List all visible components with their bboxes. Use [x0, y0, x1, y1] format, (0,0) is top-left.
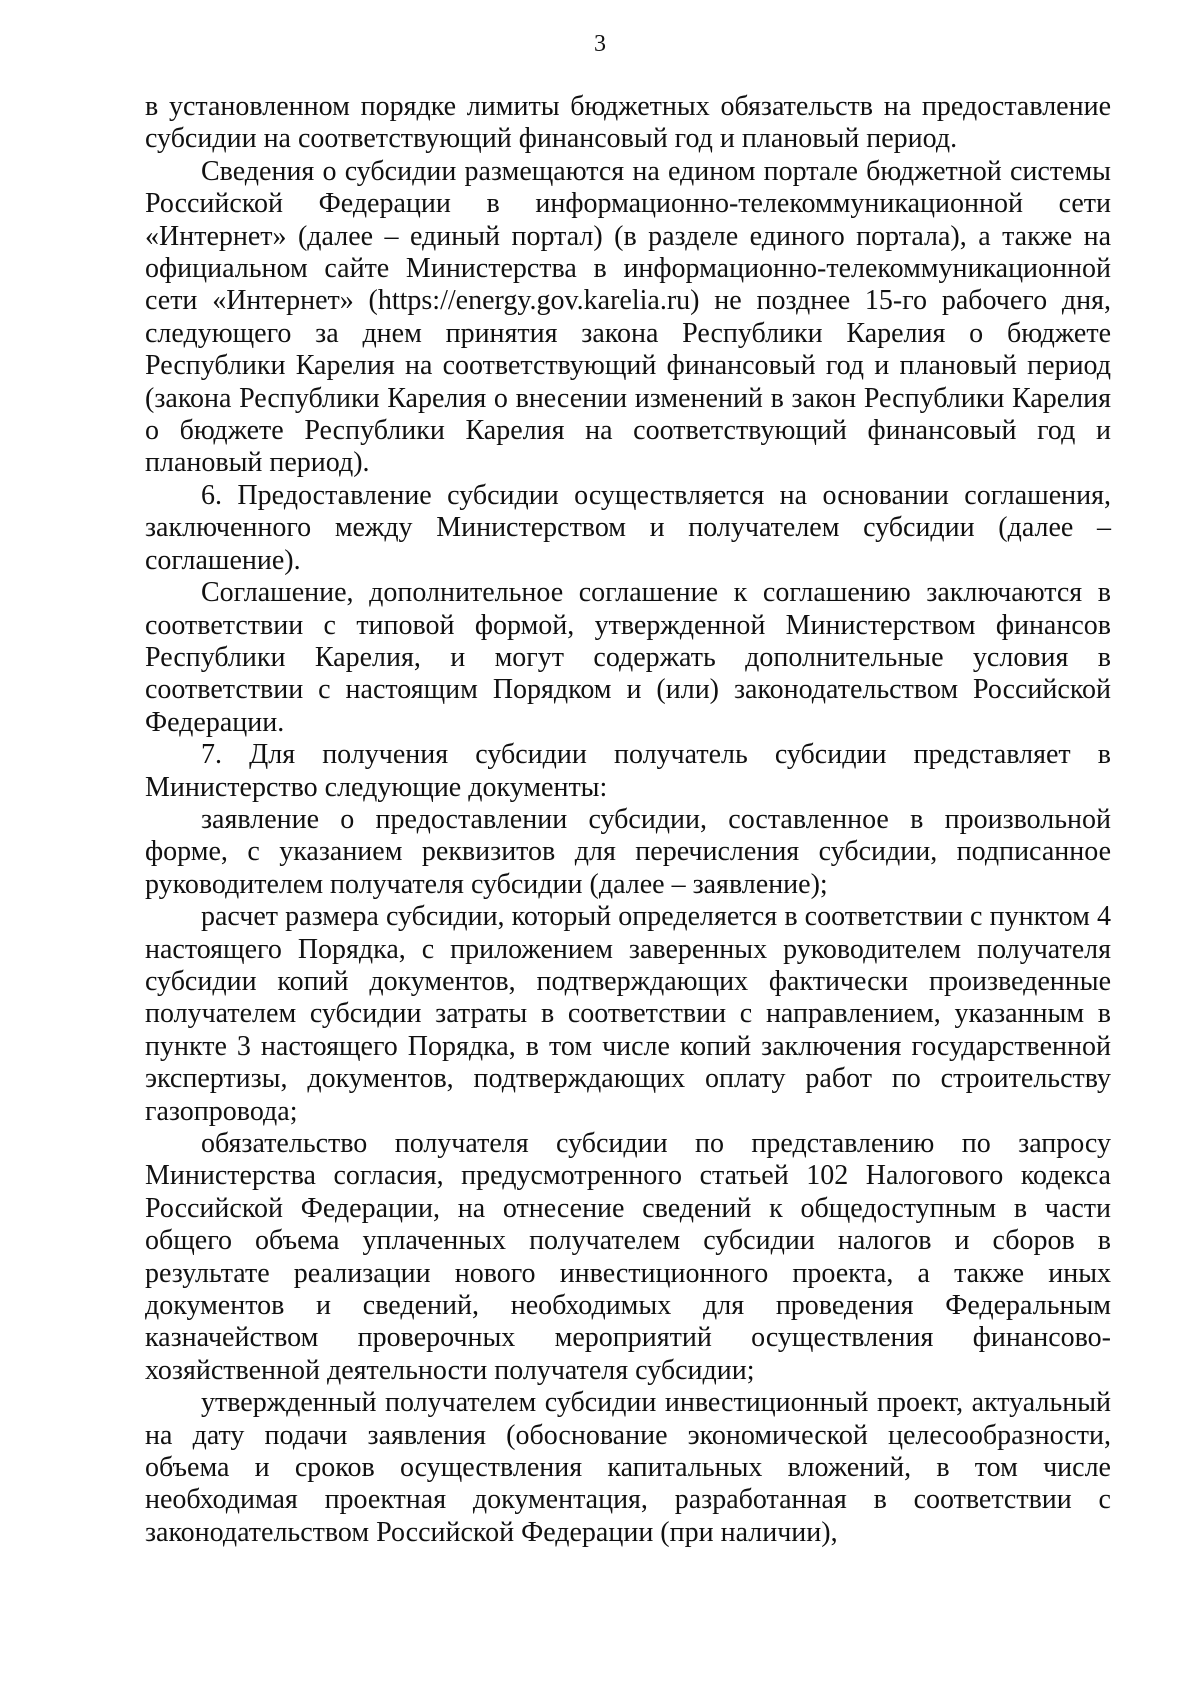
- paragraph-doc-application: заявление о предоставлении субсидии, составленное в произвольной форме, с указанием реквизитов для перечисления субсидии, подписанное руководителем получателя субсидии (далее – заявление);: [145, 803, 1111, 900]
- paragraph-doc-obligation: обязательство получателя субсидии по представлению по запросу Министерства согласия, предусмотренного статьей 102 Налогового кодекса Российской Федерации, на отнесение сведений к общедоступным в части общего объема уплаченных получателем субсидии налогов и сборов в результате реализации нового инвестиционного проекта, а также иных документов и сведений, необходимых для проведения Федеральным казначейством проверочных мероприятий осуществления финансово-хозяйственной деятельности получателя субсидии;: [145, 1128, 1111, 1386]
- paragraph-limits-continuation: в установленном порядке лимиты бюджетных обязательств на предоставление субсидии на соответствующий финансовый год и плановый период.: [145, 91, 1111, 155]
- paragraph-doc-calculation: расчет размера субсидии, который определяется в соответствии с пунктом 4 настоящего Порядка, с приложением заверенных руководителем получателя субсидии копий документов, подтверждающих фактически произведенные получателем субсидии затраты в соответствии с направлением, указанным в пункте 3 настоящего Порядка, в том числе копий заключения государственной экспертизы, документов, подтверждающих оплату работ по строительству газопровода;: [145, 901, 1111, 1127]
- page-number: 3: [594, 31, 606, 57]
- paragraph-doc-investment-project: утвержденный получателем субсидии инвестиционный проект, актуальный на дату подачи заявления (обоснование экономической целесообразности, объема и сроков осуществления капитальных вложений, в том числе необходимая проектная документация, разработанная в соответствии с законодательством Российской Федерации (при наличии),: [145, 1387, 1111, 1548]
- paragraph-agreement-form: Соглашение, дополнительное соглашение к соглашению заключаются в соответствии с типовой формой, утвержденной Министерством финансов Республики Карелия, и могут содержать дополнительные условия в соответствии с настоящим Порядком и (или) законодательством Российской Федерации.: [145, 577, 1111, 738]
- paragraph-item-7: 7. Для получения субсидии получатель субсидии представляет в Министерство следующие документы:: [145, 739, 1111, 803]
- document-body: [145, 91, 1111, 1549]
- paragraph-subsidy-info-publication: Сведения о субсидии размещаются на едином портале бюджетной системы Российской Федерации в информационно-телекоммуникационной сети «Интернет» (далее – единый портал) (в разделе единого портала), а также на официальном сайте Министерства в информационно-телекоммуникационной сети «Интернет» (https://energy.gov.karelia.ru) не позднее 15-го рабочего дня, следующего за днем принятия закона Республики Карелия о бюджете Республики Карелия на соответствующий финансовый год и плановый период (закона Республики Карелия о внесении изменений в закон Республики Карелия о бюджете Республики Карелия на соответствующий финансовый год и плановый период).: [145, 155, 1111, 479]
- paragraph-item-6: 6. Предоставление субсидии осуществляется на основании соглашения, заключенного между Министерством и получателем субсидии (далее – соглашение).: [145, 479, 1111, 576]
